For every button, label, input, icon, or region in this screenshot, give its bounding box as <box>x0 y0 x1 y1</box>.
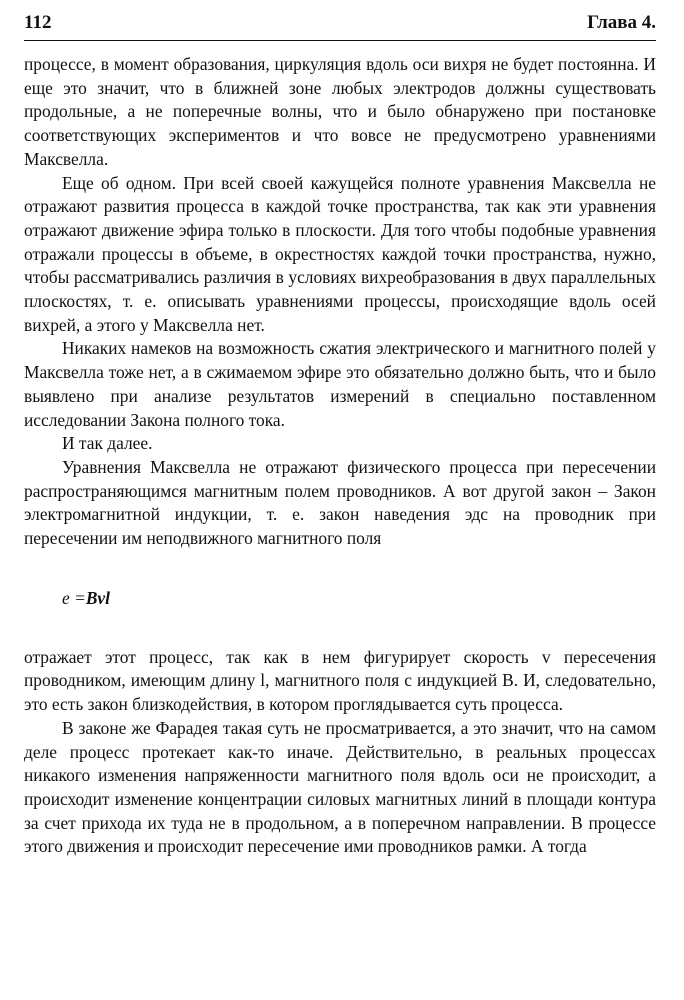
chapter-title: Глава 4. <box>587 12 656 33</box>
running-header <box>24 0 656 40</box>
paragraph: Еще об одном. При всей своей кажущейся полноте уравнения Максвелла не отражают развития процесса в каждой точке пространства, так как эти уравнения отражают движение эфира только в плоскости. Для того чтобы подобные уравнения отражали процессы в объеме, в окрестностях каждой точки пространства, нужно, чтобы рассматривались различия в условиях вихреобразования в двух параллельных плоскостях, т. е. описывать уравнениями процессы, происходящие вдоль осей вихрей, а этого у Максвелла нет. <box>24 172 656 335</box>
page-number: 112 <box>24 12 52 33</box>
header-rule <box>24 40 656 41</box>
formula <box>24 551 656 646</box>
paragraph: отражает этот процесс, так как в нем фигурирует скорость v пересечения проводником, имеющим длину l, магнитного поля с индукцией B. И, следовательно, это есть закон близкодействия, в котором проглядывается суть процесса. <box>24 646 656 715</box>
paragraph: Никаких намеков на возможность сжатия электрического и магнитного полей у Максвелла тоже нет, а в сжимаемом эфире это обязательно должно быть, что и было выявлено при анализе результатов измерений в специально поставленном исследовании Закона полного тока. <box>24 338 656 430</box>
paragraph: Уравнения Максвелла не отражают физического процесса при пересечении распространяющимся магнитным полем проводников. А вот другой закон – Закон электромагнитной индукции, т. е. закон наведения эдс на проводник при пересечении им неподвижного магнитного поля <box>24 456 656 549</box>
formula-lhs: e = <box>62 587 86 608</box>
paragraph: В законе же Фарадея такая суть не просматривается, а это значит, что на самом деле процесс протекает как-то иначе. Действительно, в реальных процессах никакого изменения напряженности магнитного поля вдоль оси не происходит, а происходит изменение концентрации силовых магнитных линий в площади контура за счет прихода их туда не в продольном, а в поперечном направлении. В процессе этого движения и происходит пересечение ими проводников рамки. А тогда <box>24 717 656 857</box>
paragraph: И так далее. <box>62 433 153 454</box>
formula-rhs: Bvl <box>85 587 110 608</box>
page-body <box>24 53 656 859</box>
paragraph: процессе, в момент образования, циркуляция вдоль оси вихря не будет постоянна. И еще это значит, что в ближней зоне любых электродов должны существовать продольные, а не поперечные волны, что и было обнаружено при постановке соответствующих экспериментов и что вовсе не предусмотрено уравнениями Максвелла. <box>24 54 656 169</box>
